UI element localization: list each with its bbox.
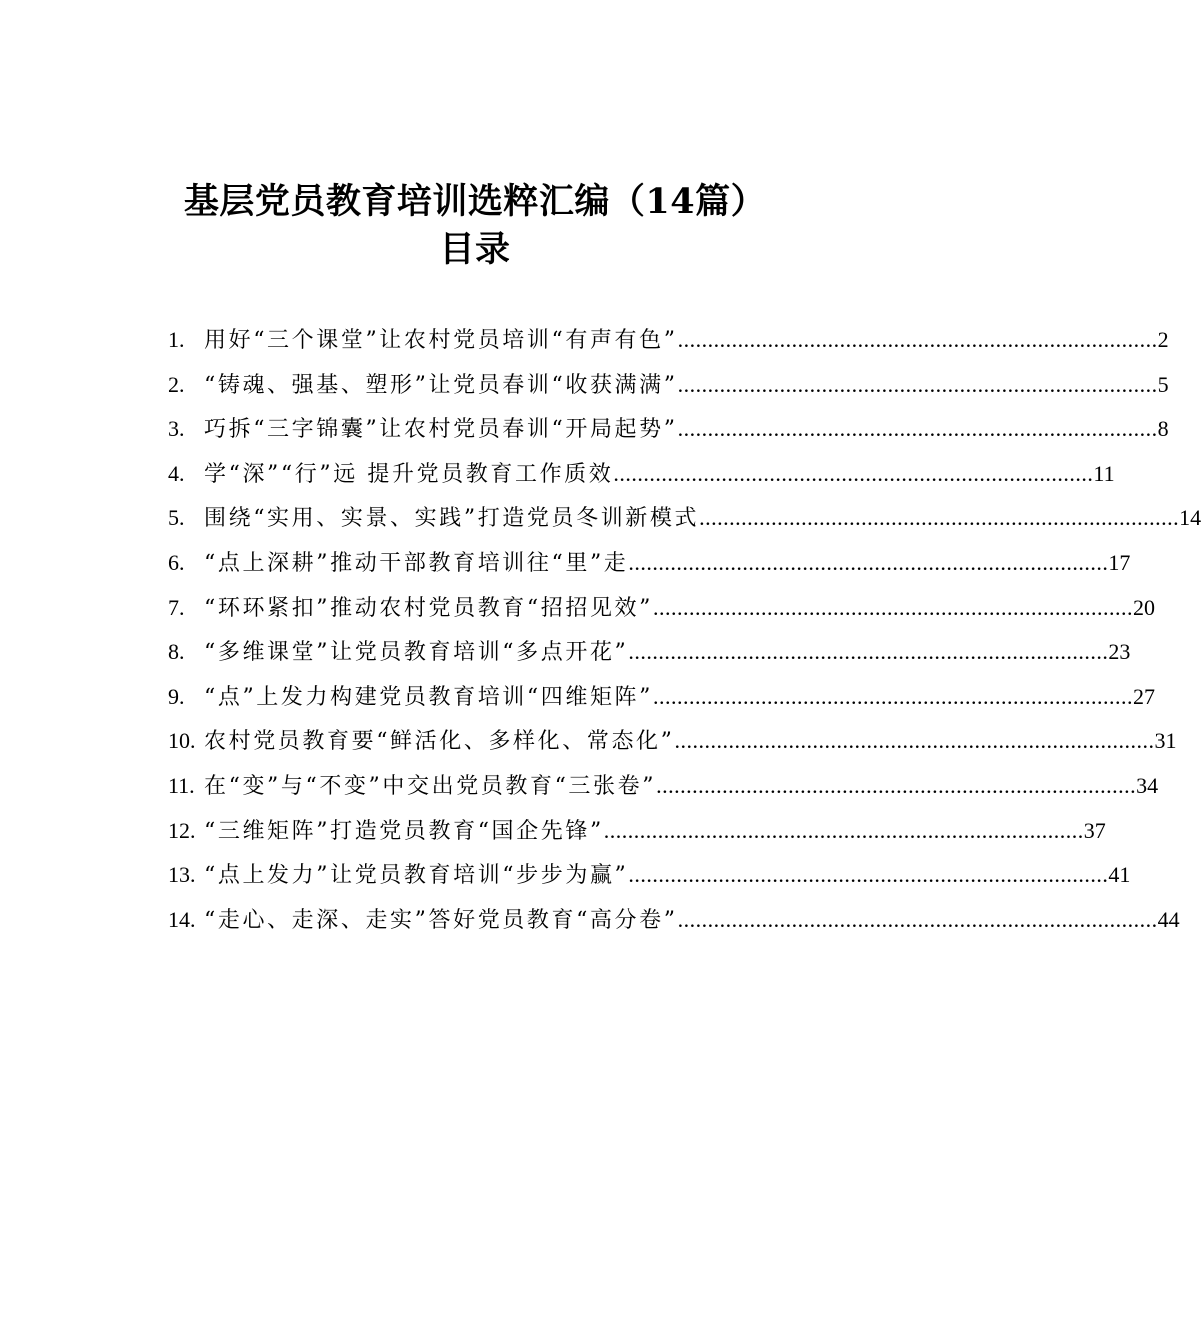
toc-entry-page: 14 (1179, 505, 1201, 531)
toc-entry-title: 用好“三个课堂”让农村党员培训“有声有色” (204, 328, 678, 353)
toc-leader-dots (678, 409, 1158, 449)
toc-leader-dots (613, 454, 1093, 494)
toc-entry-page: 37 (1083, 817, 1106, 843)
toc-entry-title: 巧拆“三字锦囊”让农村党员春训“开局起势” (204, 417, 678, 443)
toc-entry-number: 9. (168, 683, 185, 709)
document-header (0, 178, 950, 274)
toc-entry-page: 44 (1157, 906, 1180, 932)
toc-leader-dots (675, 721, 1155, 761)
toc-leader-dots (653, 677, 1133, 717)
toc-leader-dots (604, 811, 1084, 851)
toc-entry-title: 学“深”“行”远 提升党员教育工作质效 (204, 461, 614, 487)
toc-entry-12[interactable] (168, 811, 1106, 856)
toc-entry-title: “点上深耕”推动干部教育培训往“里”走 (204, 550, 629, 576)
toc-entry-title: “环环紧扣”推动农村党员教育“招招见效” (204, 595, 653, 621)
toc-entry-number: 4. (168, 460, 185, 486)
toc-entry-page: 31 (1154, 728, 1177, 754)
toc-entry-title: 围绕“实用、实景、实践”打造党员冬训新模式 (204, 506, 700, 532)
toc-entry-page: 23 (1108, 639, 1131, 665)
toc-entry-number: 3. (168, 416, 185, 442)
toc-entry-number: 10. (168, 728, 196, 754)
toc-entry-5[interactable] (168, 498, 1201, 543)
table-of-contents (168, 320, 1201, 944)
toc-entry-page: 20 (1133, 594, 1155, 620)
toc-entry-number: 5. (168, 505, 185, 531)
toc-entry-page: 5 (1157, 371, 1169, 397)
toc-entry-14[interactable] (168, 900, 1180, 945)
toc-leader-dots (699, 498, 1179, 538)
toc-entry-title: “三维矩阵”打造党员教育“国企先锋” (204, 818, 604, 844)
toc-entry-3[interactable] (168, 409, 1169, 454)
toc-leader-dots (678, 320, 1158, 360)
toc-heading: 目录 (439, 229, 511, 270)
toc-entry-number: 8. (168, 639, 185, 665)
toc-entry-6[interactable] (168, 543, 1131, 588)
toc-entry-page: 8 (1157, 416, 1169, 442)
toc-entry-8[interactable] (168, 632, 1131, 677)
toc-entry-number: 6. (168, 549, 185, 575)
toc-entry-number: 13. (168, 862, 196, 888)
toc-entry-title: “点”上发力构建党员教育培训“四维矩阵” (204, 684, 653, 710)
toc-entry-page: 17 (1108, 549, 1131, 575)
toc-entry-4[interactable] (168, 454, 1115, 499)
toc-entry-page: 41 (1108, 862, 1131, 888)
toc-entry-9[interactable] (168, 677, 1155, 722)
toc-leader-dots (678, 365, 1158, 405)
toc-entry-10[interactable] (168, 721, 1177, 766)
toc-leader-dots (653, 588, 1133, 628)
toc-entry-number: 14. (168, 906, 196, 932)
toc-entry-number: 12. (168, 817, 196, 843)
toc-leader-dots (656, 766, 1136, 806)
toc-leader-dots (678, 900, 1158, 940)
toc-entry-title: “多维课堂”让党员教育培训“多点开花” (204, 640, 629, 666)
toc-entry-2[interactable] (168, 365, 1169, 410)
toc-entry-number: 1. (168, 327, 185, 352)
toc-entry-page: 34 (1136, 772, 1159, 798)
toc-entry-11[interactable] (168, 766, 1159, 811)
toc-entry-13[interactable] (168, 855, 1131, 900)
toc-entry-number: 7. (168, 594, 185, 620)
toc-entry-page: 11 (1093, 460, 1115, 486)
toc-entry-title: 在“变”与“不变”中交出党员教育“三张卷” (204, 773, 657, 799)
toc-entry-title: 农村党员教育要“鲜活化、多样化、常态化” (204, 729, 675, 755)
toc-entry-number: 11. (168, 772, 195, 798)
toc-entry-title: “走心、走深、走实”答好党员教育“高分卷” (204, 907, 678, 933)
toc-entry-1[interactable] (168, 320, 1169, 365)
toc-leader-dots (628, 632, 1108, 672)
toc-entry-title: “点上发力”让党员教育培训“步步为赢” (204, 863, 629, 889)
toc-entry-page: 27 (1133, 683, 1155, 709)
toc-entry-number: 2. (168, 371, 185, 397)
toc-entry-title: “铸魂、强基、塑形”让党员春训“收获满满” (204, 372, 678, 398)
toc-entry-7[interactable] (168, 588, 1155, 633)
toc-leader-dots (628, 543, 1108, 583)
toc-entry-page: 2 (1157, 327, 1169, 352)
document-title: 基层党员教育培训选粹汇编（14篇） (183, 181, 767, 222)
toc-leader-dots (628, 855, 1108, 895)
